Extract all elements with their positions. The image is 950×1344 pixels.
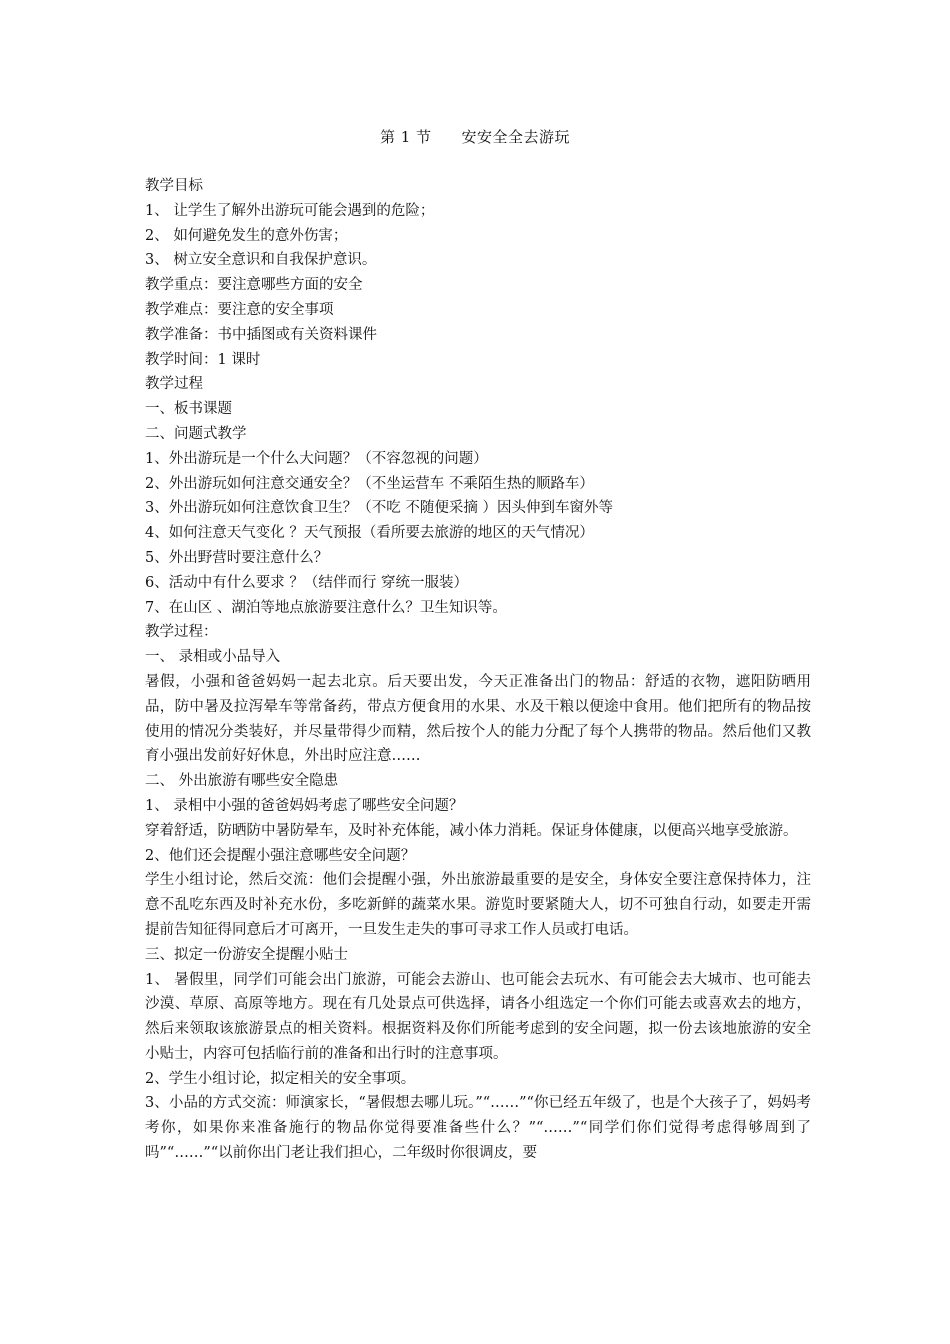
step-heading: 二、 外出旅游有哪些安全隐患: [145, 773, 339, 790]
section-number: 第 1 节: [379, 128, 432, 146]
preparation: 教学准备：书中插图或有关资料课件: [145, 326, 377, 343]
sub-question: 1、 录相中小强的爸爸妈妈考虑了哪些安全问题？: [145, 797, 464, 814]
objective-item: 2、 如何避免发生的意外伤害；: [145, 227, 348, 244]
step-heading: 三、拟定一份游安全提醒小贴士: [145, 946, 348, 963]
objective-item: 1、 让学生了解外出游玩可能会遇到的危险；: [145, 202, 435, 219]
section-name: 安安全全去游玩: [461, 128, 571, 146]
question-item: 7、在山区 、湖泊等地点旅游要注意什么？卫生知识等。: [145, 599, 507, 616]
heading-objectives: 教学目标: [145, 178, 203, 194]
page-title: [0, 126, 950, 148]
objective-item: 3、 树立安全意识和自我保护意识。: [145, 252, 377, 269]
paragraph: 2、学生小组讨论，拟定相关的安全事项。: [145, 1070, 416, 1087]
question-item: 4、如何注意天气变化 ？天气预报（看所要去旅游的地区的天气情况）: [145, 525, 594, 542]
question-item: 6、活动中有什么要求 ？（结伴而行 穿统一服装）: [145, 574, 468, 591]
heading-process-2: 教学过程：: [145, 624, 218, 641]
question-item: 5、外出野营时要注意什么？: [145, 549, 329, 566]
document-body: [145, 174, 811, 1166]
paragraph: 暑假，小强和爸爸妈妈一起去北京。后天要出发，今天正准备出门的物品：舒适的衣物，遮阳防晒用品，防中暑及拉泻晕车等常备药，带点方便食用的水果、水及干粮以便途中食用。他们把所有的物品按使用的情况分类装好，并尽量带得少而精，然后按个人的能力分配了每个人携带的物品。然后他们又教育小强出发前好好休息，外出时应注意……: [145, 673, 811, 765]
key-point: 教学重点：要注意哪些方面的安全: [145, 277, 363, 294]
sub-question: 2、他们还会提醒小强注意哪些安全问题？: [145, 847, 416, 864]
paragraph: 穿着舒适，防晒防中暑防晕车，及时补充体能，减小体力消耗。保证身体健康，以便高兴地享受旅游。: [145, 822, 798, 839]
question-item: 2、外出游玩如何注意交通安全？（不坐运营车 不乘陌生热的顺路车）: [145, 475, 594, 492]
step-heading: 一、板书课题: [145, 401, 232, 418]
paragraph: 1、 暑假里，同学们可能会出门旅游，可能会去游山、也可能会去玩水、有可能会去大城市、也可能去沙漠、草原、高原等地方。现在有几处景点可供选择，请各小组选定一个你们可能去或喜欢去的地方，然后来领取该旅游景点的相关资料。根据资料及你们所能考虑到的安全问题，拟一份去该地旅游的安全小贴士，内容可包括临行前的准备和出行时的注意事项。: [145, 971, 811, 1062]
question-item: 1、外出游玩是一个什么大问题？（不容忽视的问题）: [145, 450, 488, 467]
question-item: 3、外出游玩如何注意饮食卫生？（不吃 不随便采摘 ）因头伸到车窗外等: [145, 500, 613, 517]
difficult-point: 教学难点：要注意的安全事项: [145, 301, 334, 318]
step-heading: 一、 录相或小品导入: [145, 649, 281, 666]
paragraph: 学生小组讨论，然后交流：他们会提醒小强，外出旅游最重要的是安全，身体安全要注意保持体力，注意不乱吃东西及时补充水份，多吃新鲜的蔬菜水果。游览时要紧随大人，切不可独自行动，如要走开需提前告知征得同意后才可离开，一旦发生走失的事可寻求工作人员或打电话。: [145, 872, 811, 938]
step-heading: 二、问题式教学: [145, 425, 247, 442]
paragraph: 3、小品的方式交流：师演家长，“暑假想去哪儿玩。”“……”“你已经五年级了，也是个大孩子了，妈妈考考你，如果你来准备施行的物品你觉得要准备些什么？”“……”“同学们你们觉得考虑得够周到了吗”“……”“以前你出门老让我们担心，二年级时你很调皮，要: [145, 1095, 811, 1162]
heading-process: 教学过程: [145, 376, 203, 393]
teaching-time: 教学时间：1 课时: [145, 351, 261, 368]
